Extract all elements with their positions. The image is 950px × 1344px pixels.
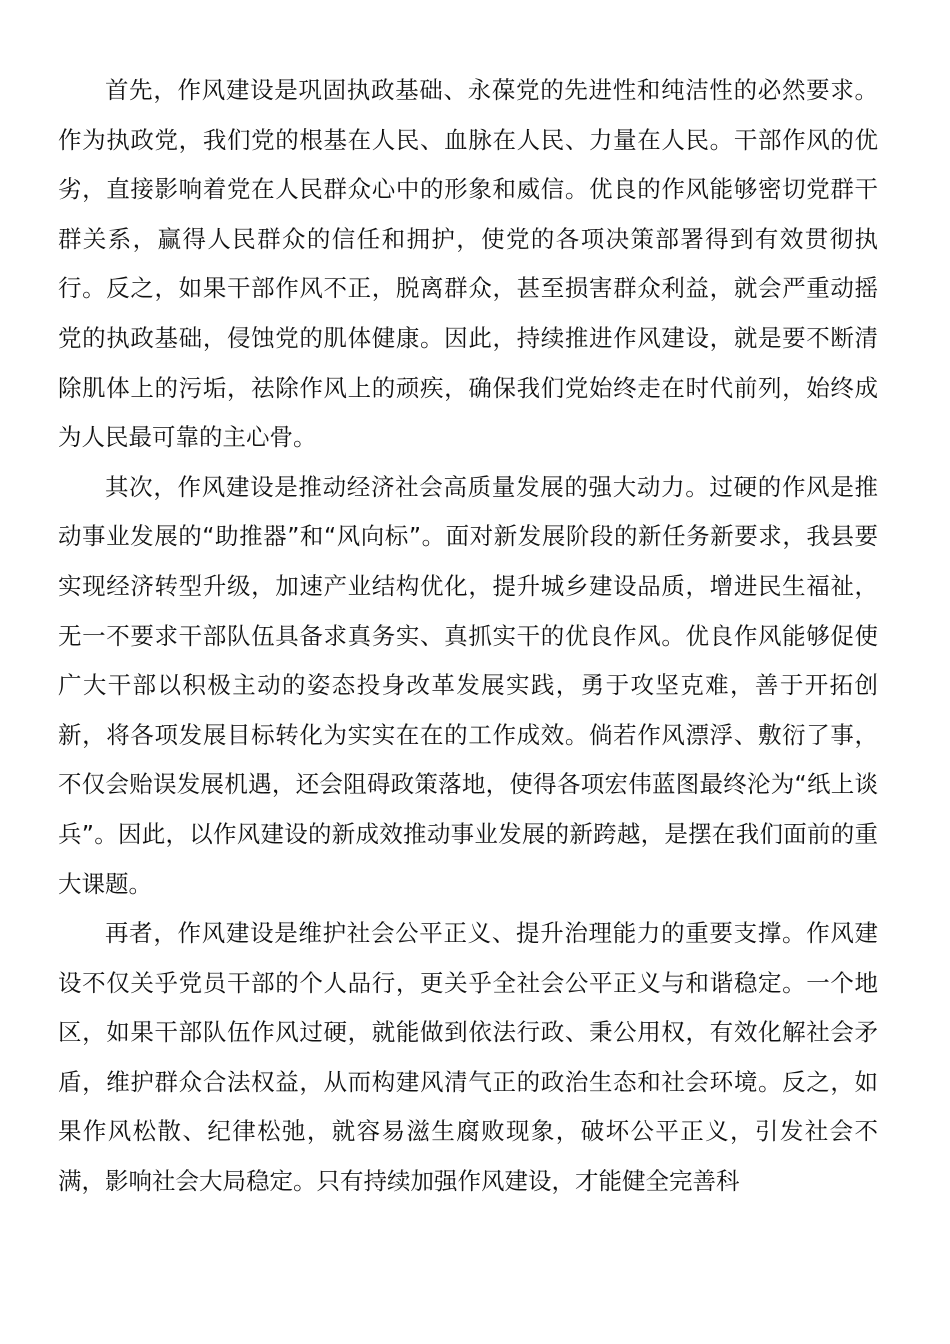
paragraph-first: 首先，作风建设是巩固执政基础、永葆党的先进性和纯洁性的必然要求。作为执政党，我们党的根基在人民、血脉在人民、力量在人民。干部作风的优劣，直接影响着党在人民群众心中的形象和威信。优良的作风能够密切党群干群关系，赢得人民群众的信任和拥护，使党的各项决策部署得到有效贯彻执行。反之，如果干部作风不正，脱离群众，甚至损害群众利益，就会严重动摇党的执政基础，侵蚀党的肌体健康。因此，持续推进作风建设，就是要不断清除肌体上的污垢，祛除作风上的顽疾，确保我们党始终走在时代前列，始终成为人民最可靠的主心骨。	[58, 76, 878, 452]
document-page	[58, 66, 878, 1207]
paragraph-second: 其次，作风建设是推动经济社会高质量发展的强大动力。过硬的作风是推动事业发展的“助推器”和“风向标”。面对新发展阶段的新任务新要求，我县要实现经济转型升级，加速产业结构优化，提升城乡建设品质，增进民生福祉，无一不要求干部队伍具备求真务实、真抓实干的优良作风。优良作风能够促使广大干部以积极主动的姿态投身改革发展实践，勇于攻坚克难，善于开拓创新，将各项发展目标转化为实实在在的工作成效。倘若作风漂浮、敷衍了事，不仅会贻误发展机遇，还会阻碍政策落地，使得各项宏伟蓝图最终沦为“纸上谈兵”。因此，以作风建设的新成效推动事业发展的新跨越，是摆在我们面前的重大课题。	[58, 472, 878, 898]
paragraph-third: 再者，作风建设是维护社会公平正义、提升治理能力的重要支撑。作风建设不仅关乎党员干部的个人品行，更关乎全社会公平正义与和谐稳定。一个地区，如果干部队伍作风过硬，就能做到依法行政、秉公用权，有效化解社会矛盾，维护群众合法权益，从而构建风清气正的政治生态和社会环境。反之，如果作风松散、纪律松弛，就容易滋生腐败现象，破坏公平正义，引发社会不满，影响社会大局稳定。只有持续加强作风建设，才能健全完善科	[58, 919, 878, 1196]
